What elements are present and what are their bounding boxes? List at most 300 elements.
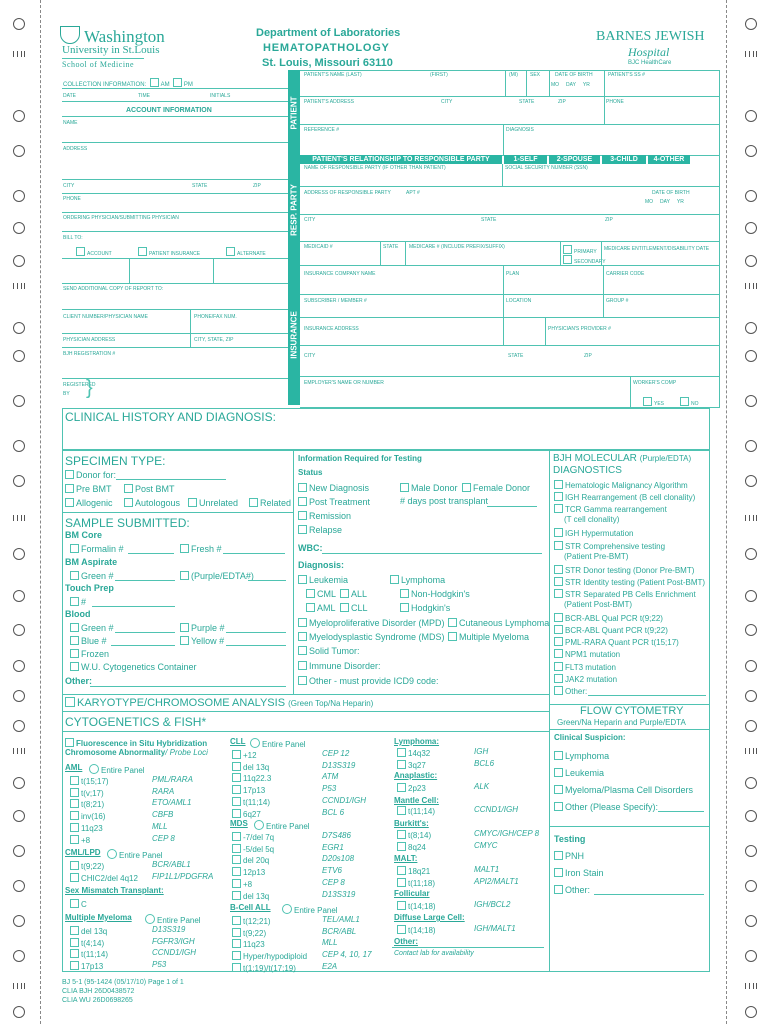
tractor-hole bbox=[745, 110, 757, 122]
fish-probe: MLL bbox=[152, 821, 168, 831]
fish-checkbox[interactable] bbox=[70, 776, 79, 785]
molecular-checkbox[interactable] bbox=[554, 662, 563, 671]
non-hodgkin-dx: Non-Hodgkin's bbox=[400, 589, 470, 599]
fish-checkbox[interactable] bbox=[70, 961, 79, 970]
tractor-hole bbox=[13, 222, 25, 234]
cutaneous-lymphoma-checkbox[interactable] bbox=[448, 618, 457, 627]
fish-checkbox[interactable] bbox=[397, 748, 406, 757]
fish-checkbox[interactable] bbox=[232, 867, 241, 876]
fish-abnormality: t(14;18) bbox=[408, 926, 436, 935]
fish-checkbox[interactable] bbox=[232, 750, 241, 759]
bill-account-checkbox[interactable] bbox=[76, 247, 85, 256]
flow-test-item[interactable] bbox=[554, 868, 604, 878]
fish-item[interactable] bbox=[70, 899, 87, 909]
entire-panel-option[interactable]: Entire Panel bbox=[250, 738, 306, 749]
fish-item[interactable] bbox=[397, 783, 426, 793]
fish-checkbox[interactable] bbox=[70, 899, 79, 908]
workers-yes-checkbox[interactable] bbox=[643, 397, 652, 406]
solid-tumor-checkbox[interactable] bbox=[298, 646, 307, 655]
fish-probe: IGH/BCL2 bbox=[474, 900, 511, 909]
fish-abnormality: 18q21 bbox=[408, 867, 431, 876]
tractor-hole bbox=[745, 915, 757, 927]
fish-item[interactable] bbox=[70, 926, 107, 936]
fish-abnormality: t(12;21) bbox=[243, 917, 271, 926]
lymphoma-dx-checkbox[interactable] bbox=[390, 575, 399, 584]
clinical-history-title: CLINICAL HISTORY AND DIAGNOSIS: bbox=[65, 410, 276, 424]
fish-abnormality: t(4;14) bbox=[81, 938, 105, 948]
hospital-name: BARNES JEWISH bbox=[596, 29, 705, 44]
fish-item[interactable] bbox=[232, 963, 296, 973]
hodgkin-checkbox[interactable] bbox=[400, 603, 409, 612]
molecular-item-label: (Patient Pre-BMT) bbox=[564, 551, 629, 561]
fish-checkbox[interactable] bbox=[397, 830, 406, 839]
tractor-hole bbox=[13, 950, 25, 962]
fish-item[interactable] bbox=[397, 748, 430, 758]
fish-checkbox[interactable] bbox=[232, 939, 241, 948]
flow-suspicion-checkbox[interactable] bbox=[554, 751, 563, 760]
fish-probe: FGFR3/IGH bbox=[152, 936, 195, 946]
self-option[interactable]: 1-SELF bbox=[504, 155, 547, 164]
entire-panel-radio[interactable] bbox=[107, 849, 117, 859]
fish-item[interactable] bbox=[232, 785, 265, 795]
fish-checkbox[interactable] bbox=[232, 762, 241, 771]
am-checkbox[interactable] bbox=[150, 78, 159, 87]
flow-suspicion-checkbox[interactable] bbox=[554, 768, 563, 777]
medicare-date-label: MEDICARE ENTITLEMENT/DISABILITY DATE bbox=[604, 246, 710, 252]
formalin: Formalin # bbox=[70, 544, 124, 554]
molecular-checkbox[interactable] bbox=[554, 565, 563, 574]
medicaid-label: MEDICAID # bbox=[304, 244, 333, 250]
karyotype-row: KARYOTYPE/CHROMOSOME ANALYSIS (Green Top/Na Heparin) bbox=[65, 697, 373, 709]
cll-dx-checkbox[interactable] bbox=[340, 603, 349, 612]
female-donor-checkbox[interactable] bbox=[462, 483, 471, 492]
entire-panel-option[interactable]: Entire Panel bbox=[282, 904, 338, 915]
flow-suspicion-label: Myeloma/Plasma Cell Disorders bbox=[565, 785, 694, 795]
aspirate-purple-checkbox[interactable] bbox=[180, 571, 189, 580]
form-number: BJ 5-1 (95-1424 (05/17/10) Page 1 of 1 bbox=[62, 979, 184, 986]
mds-checkbox[interactable] bbox=[298, 632, 307, 641]
fish-item[interactable] bbox=[232, 809, 261, 819]
flow-suspicion-label: Leukemia bbox=[565, 768, 605, 778]
molecular-item[interactable] bbox=[554, 528, 633, 538]
fish-abnormality: del 13q bbox=[243, 891, 270, 901]
related-checkbox[interactable] bbox=[249, 498, 258, 507]
registered-brace: } bbox=[86, 377, 93, 399]
fish-checkbox[interactable] bbox=[65, 738, 74, 747]
fish-checkbox[interactable] bbox=[397, 878, 406, 887]
donor-for: Donor for: bbox=[65, 470, 116, 480]
fish-abnormality: 2p23 bbox=[408, 784, 426, 793]
hospital-word: Hospital bbox=[628, 45, 670, 59]
fish-probe: CMYC/IGH/CEP 8 bbox=[474, 829, 540, 838]
post-treatment-checkbox[interactable] bbox=[298, 497, 307, 506]
fish-checkbox[interactable] bbox=[70, 823, 79, 832]
entire-panel-radio[interactable] bbox=[282, 904, 292, 914]
fish-probe: D7S486 bbox=[322, 831, 351, 840]
fish-checkbox[interactable] bbox=[232, 855, 241, 864]
molecular-item[interactable] bbox=[554, 541, 665, 551]
patient-state-label: STATE bbox=[519, 99, 535, 105]
resp-dob-parts: MO DAY YR bbox=[645, 199, 684, 205]
frozen-checkbox[interactable] bbox=[70, 649, 79, 658]
fish-item[interactable] bbox=[70, 799, 104, 809]
spouse-option[interactable]: 2-SPOUSE bbox=[549, 155, 600, 164]
fish-item[interactable] bbox=[397, 901, 436, 911]
fish-checkbox[interactable] bbox=[397, 866, 406, 875]
molecular-item-label: TCR Gamma rearrangement bbox=[565, 505, 667, 515]
perforation-mark bbox=[13, 51, 25, 57]
ins-carrier-label: CARRIER CODE bbox=[606, 271, 645, 277]
fresh-checkbox[interactable] bbox=[180, 544, 189, 553]
fish-checkbox[interactable] bbox=[70, 861, 79, 870]
allogenic-checkbox[interactable] bbox=[65, 498, 74, 507]
fish-checkbox[interactable] bbox=[232, 844, 241, 853]
fish-abnormality: 14q32 bbox=[408, 749, 431, 758]
resp-ssn-label: SOCIAL SECURITY NUMBER (SSN) bbox=[505, 165, 588, 171]
fish-abnormality: +8 bbox=[243, 879, 253, 889]
flow-suspicion-item[interactable] bbox=[554, 802, 658, 812]
tractor-hole bbox=[13, 810, 25, 822]
entire-panel-option[interactable]: Entire Panel bbox=[254, 820, 310, 831]
flow-test-checkbox[interactable] bbox=[554, 885, 563, 894]
blood-purple-checkbox[interactable] bbox=[180, 623, 189, 632]
fish-checkbox[interactable] bbox=[232, 951, 241, 960]
fish-item[interactable] bbox=[232, 928, 266, 938]
post-bmt-checkbox[interactable] bbox=[124, 484, 133, 493]
fish-checkbox[interactable] bbox=[70, 799, 79, 808]
molecular-checkbox[interactable] bbox=[554, 674, 563, 683]
wu-cyto-checkbox[interactable] bbox=[70, 662, 79, 671]
other-option[interactable]: 4-OTHER bbox=[648, 155, 690, 164]
fish-checkbox[interactable] bbox=[397, 806, 406, 815]
fish-item[interactable] bbox=[232, 916, 271, 926]
post-bmt: Post BMT bbox=[124, 484, 175, 494]
flow-suspicion-item[interactable] bbox=[554, 785, 693, 795]
medicare-secondary: SECONDARY bbox=[563, 255, 606, 265]
leukemia: Leukemia bbox=[298, 575, 348, 585]
fish-checkbox[interactable] bbox=[232, 963, 241, 972]
fish-probe: BCR/ABL1 bbox=[152, 860, 191, 869]
flow-suspicion-checkbox[interactable] bbox=[554, 802, 563, 811]
mpd-checkbox[interactable] bbox=[298, 618, 307, 627]
aspirate-green: Green # bbox=[70, 571, 114, 581]
fish-checkbox[interactable] bbox=[70, 788, 79, 797]
molecular-item[interactable] bbox=[554, 613, 663, 623]
fish-item[interactable] bbox=[232, 773, 271, 783]
perforation-mark bbox=[13, 283, 25, 289]
perforation-mark bbox=[13, 515, 25, 521]
fish-checkbox[interactable] bbox=[70, 835, 79, 844]
molecular-item[interactable] bbox=[554, 480, 688, 490]
tractor-hole bbox=[745, 190, 757, 202]
molecular-checkbox[interactable] bbox=[554, 589, 563, 598]
fish-item[interactable] bbox=[70, 938, 104, 948]
right-perforation bbox=[726, 0, 727, 1024]
flow-test-checkbox[interactable] bbox=[554, 868, 563, 877]
fish-item[interactable] bbox=[232, 855, 269, 865]
resp-state-label: STATE bbox=[481, 217, 497, 223]
univ-name: Washington bbox=[84, 27, 165, 46]
fish-item[interactable] bbox=[397, 925, 436, 935]
fish-item[interactable] bbox=[232, 762, 269, 772]
flow-suspicion-item[interactable] bbox=[554, 751, 609, 761]
diagnosis-label: DIAGNOSIS bbox=[506, 127, 534, 133]
pre-bmt-checkbox[interactable] bbox=[65, 484, 74, 493]
perforation-mark bbox=[745, 515, 757, 521]
molecular-checkbox[interactable] bbox=[554, 686, 563, 695]
cutaneous-lymphoma-dx: Cutaneous Lymphoma bbox=[448, 618, 549, 628]
cml-dx-checkbox[interactable] bbox=[306, 589, 315, 598]
fish-item[interactable] bbox=[232, 750, 257, 760]
blood-yellow-checkbox[interactable] bbox=[180, 636, 189, 645]
multiple-myeloma-checkbox[interactable] bbox=[448, 632, 457, 641]
fish-abnormality: 8q24 bbox=[408, 842, 426, 852]
blood-blue-checkbox[interactable] bbox=[70, 636, 79, 645]
molecular-checkbox[interactable] bbox=[554, 504, 563, 513]
flow-test-label: PNH bbox=[565, 851, 585, 861]
fish-checkbox[interactable] bbox=[397, 783, 406, 792]
molecular-item[interactable] bbox=[554, 577, 705, 587]
tractor-hole bbox=[13, 590, 25, 602]
fish-checkbox[interactable] bbox=[232, 916, 241, 925]
all-dx: ALL bbox=[340, 589, 367, 599]
fish-probe: BCL6 bbox=[474, 758, 495, 768]
molecular-checkbox[interactable] bbox=[554, 625, 563, 634]
molecular-item[interactable] bbox=[554, 649, 620, 659]
subscriber-label: SUBSCRIBER / MEMBER # bbox=[304, 298, 367, 304]
formalin-checkbox[interactable] bbox=[70, 544, 79, 553]
univ-subname: University in St.Louis bbox=[62, 44, 160, 56]
tractor-hole bbox=[13, 880, 25, 892]
fish-checkbox[interactable] bbox=[232, 785, 241, 794]
fish-checkbox[interactable] bbox=[70, 938, 79, 947]
fish-abnormality: t(15;17) bbox=[81, 777, 109, 786]
tractor-hole bbox=[13, 660, 25, 672]
fish-checkbox[interactable] bbox=[70, 926, 79, 935]
molecular-item[interactable] bbox=[554, 492, 695, 502]
all-dx-checkbox[interactable] bbox=[340, 589, 349, 598]
molecular-item-label: BCR-ABL Qual PCR t(9;22) bbox=[565, 614, 663, 624]
non-hodgkin-checkbox[interactable] bbox=[400, 589, 409, 598]
fish-abnormality: del 13q bbox=[81, 927, 108, 936]
primary-checkbox[interactable] bbox=[563, 245, 572, 254]
bill-to-label: BILL TO: bbox=[63, 235, 83, 241]
fish-item[interactable] bbox=[232, 867, 265, 877]
immune-disorder-checkbox[interactable] bbox=[298, 661, 307, 670]
touch-prep-checkbox[interactable] bbox=[70, 597, 79, 606]
city-title: St. Louis, Missouri 63110 bbox=[262, 57, 393, 69]
flow-test-checkbox[interactable] bbox=[554, 851, 563, 860]
entire-panel-option[interactable]: Entire Panel bbox=[89, 764, 145, 775]
molecular-item bbox=[564, 553, 628, 561]
remission-checkbox[interactable] bbox=[298, 511, 307, 520]
fish-abnormality: 11q22.3 bbox=[243, 774, 272, 784]
fish-item[interactable] bbox=[70, 961, 103, 971]
flow-suspicion-item[interactable] bbox=[554, 768, 604, 778]
fish-item[interactable] bbox=[232, 797, 270, 807]
follicular-heading: Follicular bbox=[394, 889, 430, 898]
other-icd9-checkbox[interactable] bbox=[298, 676, 307, 685]
patient-first-label: (FIRST) bbox=[430, 72, 448, 78]
molecular-checkbox[interactable] bbox=[554, 528, 563, 537]
donor-for-checkbox[interactable] bbox=[65, 470, 74, 479]
dlbcl-heading: Diffuse Large Cell: bbox=[394, 913, 465, 922]
patient-city-label: CITY bbox=[441, 99, 453, 105]
male-donor-checkbox[interactable] bbox=[400, 483, 409, 492]
tractor-hole bbox=[745, 880, 757, 892]
fish-item[interactable] bbox=[70, 873, 138, 883]
fish-checkbox[interactable] bbox=[232, 809, 241, 818]
fish-abnormality: t(9;22) bbox=[243, 928, 267, 938]
fish-probe: API2/MALT1 bbox=[474, 876, 519, 886]
molecular-item[interactable] bbox=[554, 565, 694, 575]
molecular-checkbox[interactable] bbox=[554, 649, 563, 658]
child-option[interactable]: 3-CHILD bbox=[602, 155, 646, 164]
blood-green-checkbox[interactable] bbox=[70, 623, 79, 632]
fish-abnormality: inv(16) bbox=[81, 812, 106, 822]
workers-no-checkbox[interactable] bbox=[680, 397, 689, 406]
perforation-mark bbox=[745, 983, 757, 989]
molecular-checkbox[interactable] bbox=[554, 492, 563, 501]
fish-item[interactable] bbox=[70, 835, 90, 845]
unrelated-checkbox[interactable] bbox=[188, 498, 197, 507]
fish-item[interactable] bbox=[70, 788, 104, 798]
fish-checkbox[interactable] bbox=[232, 773, 241, 782]
flow-test-label: Iron Stain bbox=[565, 868, 604, 878]
fish-item[interactable] bbox=[397, 878, 435, 888]
fish-checkbox[interactable] bbox=[232, 879, 241, 888]
secondary-checkbox[interactable] bbox=[563, 255, 572, 264]
fish-checkbox[interactable] bbox=[232, 797, 241, 806]
mantle-heading: Mantle Cell: bbox=[394, 796, 439, 805]
hodgkin-dx: Hodgkin's bbox=[400, 603, 450, 613]
perforation-mark bbox=[745, 283, 757, 289]
fish-probe: ALK bbox=[474, 782, 490, 791]
molecular-item[interactable] bbox=[554, 662, 616, 672]
leukemia-checkbox[interactable] bbox=[298, 575, 307, 584]
tractor-hole bbox=[13, 720, 25, 732]
flow-test-item[interactable] bbox=[554, 885, 590, 895]
fish-abnormality: CHIC2/del 4q12 bbox=[81, 873, 138, 883]
ins-zip-label: ZIP bbox=[584, 353, 592, 359]
fish-item[interactable] bbox=[70, 811, 105, 821]
mpd-dx: Myeloproliferative Disorder (MPD) bbox=[298, 618, 445, 628]
fish-item[interactable] bbox=[70, 861, 104, 871]
molecular-item-label: STR Comprehensive testing bbox=[565, 541, 666, 551]
fish-item[interactable] bbox=[70, 776, 109, 786]
bill-patient-checkbox[interactable] bbox=[138, 247, 147, 256]
relapse-checkbox[interactable] bbox=[298, 525, 307, 534]
tractor-hole bbox=[745, 590, 757, 602]
molecular-item[interactable] bbox=[554, 686, 587, 696]
fish-checkbox[interactable] bbox=[70, 873, 79, 882]
fish-checkbox[interactable] bbox=[397, 901, 406, 910]
blood-blue: Blue # bbox=[70, 636, 107, 646]
flow-suspicion-checkbox[interactable] bbox=[554, 785, 563, 794]
molecular-checkbox[interactable] bbox=[554, 480, 563, 489]
ins-group-label: GROUP # bbox=[606, 298, 629, 304]
patient-address-label: PATIENT'S ADDRESS bbox=[304, 99, 354, 105]
fish-item[interactable] bbox=[397, 806, 435, 816]
fish-abnormality: 17p13 bbox=[243, 786, 266, 796]
fish-item[interactable] bbox=[397, 866, 430, 876]
fish-item[interactable] bbox=[232, 891, 269, 901]
molecular-title: BJH MOLECULAR (Purple/EDTA) bbox=[553, 453, 692, 464]
fish-checkbox[interactable] bbox=[70, 949, 79, 958]
fish-probe: CEP 8 bbox=[322, 877, 345, 887]
fish-item[interactable] bbox=[232, 879, 252, 889]
bjh-registration-label: BJH REGISTRATION # bbox=[63, 351, 116, 357]
karyotype-checkbox[interactable] bbox=[65, 697, 75, 707]
molecular-checkbox[interactable] bbox=[554, 541, 563, 550]
fish-item[interactable] bbox=[232, 832, 274, 842]
fish-checkbox[interactable] bbox=[397, 760, 406, 769]
fish-abnormality: t(11;18) bbox=[408, 878, 435, 888]
client-number-label: CLIENT NUMBER/PHYSICIAN NAME bbox=[63, 314, 148, 320]
fish-checkbox[interactable] bbox=[70, 811, 79, 820]
resp-dob-label: DATE OF BIRTH bbox=[652, 190, 690, 196]
city-state-zip-label: CITY, STATE, ZIP bbox=[194, 337, 234, 343]
molecular-item[interactable] bbox=[554, 637, 679, 647]
bill-alternate-checkbox[interactable] bbox=[226, 247, 235, 256]
aml-dx-checkbox[interactable] bbox=[306, 603, 315, 612]
entire-panel-radio[interactable] bbox=[254, 820, 264, 830]
resp-zip-label: ZIP bbox=[605, 217, 613, 223]
ordering-physician-label: ORDERING PHYSICIAN/SUBMITTING PHYSICIAN bbox=[63, 215, 179, 221]
pm-checkbox[interactable] bbox=[173, 78, 182, 87]
entire-panel-option[interactable]: Entire Panel bbox=[145, 914, 201, 925]
entire-panel-option[interactable]: Entire Panel bbox=[107, 849, 163, 860]
fish-checkbox[interactable] bbox=[232, 832, 241, 841]
entire-panel-radio[interactable] bbox=[89, 764, 99, 774]
autologous-checkbox[interactable] bbox=[124, 498, 133, 507]
tractor-hole bbox=[745, 322, 757, 334]
molecular-checkbox[interactable] bbox=[554, 613, 563, 622]
fish-item[interactable] bbox=[232, 939, 265, 949]
flow-test-item[interactable] bbox=[554, 851, 584, 861]
fish-probe: MALT1 bbox=[474, 865, 500, 874]
account-phone-label: PHONE bbox=[63, 196, 81, 202]
dept-title: Department of Laboratories bbox=[256, 27, 401, 39]
anaplastic-heading: Anaplastic: bbox=[394, 771, 438, 780]
fish-item[interactable] bbox=[397, 830, 431, 840]
fish-item[interactable] bbox=[232, 844, 274, 854]
new-diagnosis-checkbox[interactable] bbox=[298, 483, 307, 492]
fish-item[interactable] bbox=[232, 951, 307, 961]
entire-panel-radio[interactable] bbox=[250, 738, 260, 748]
fish-checkbox[interactable] bbox=[397, 925, 406, 934]
fish-probe: CEP 4, 10, 17 bbox=[322, 950, 372, 960]
registered-by-label: BY bbox=[63, 391, 70, 397]
molecular-item[interactable] bbox=[554, 674, 617, 684]
molecular-item[interactable] bbox=[554, 589, 696, 599]
fish-checkbox[interactable] bbox=[232, 928, 241, 937]
molecular-item[interactable] bbox=[554, 625, 668, 635]
molecular-checkbox[interactable] bbox=[554, 637, 563, 646]
entire-panel-radio[interactable] bbox=[145, 914, 155, 924]
aspirate-green-checkbox[interactable] bbox=[70, 571, 79, 580]
fish-item[interactable] bbox=[70, 949, 108, 959]
fish-item[interactable] bbox=[70, 823, 103, 833]
fish-checkbox[interactable] bbox=[397, 842, 406, 851]
molecular-item[interactable] bbox=[554, 504, 667, 514]
fish-item[interactable] bbox=[397, 760, 426, 770]
bm-aspirate-label: BM Aspirate bbox=[65, 557, 118, 567]
fish-item[interactable] bbox=[397, 842, 426, 852]
chrom-abn-title: Chromosome Abnormality/ Probe Loci bbox=[65, 748, 208, 757]
fish-checkbox[interactable] bbox=[232, 891, 241, 900]
molecular-checkbox[interactable] bbox=[554, 577, 563, 586]
